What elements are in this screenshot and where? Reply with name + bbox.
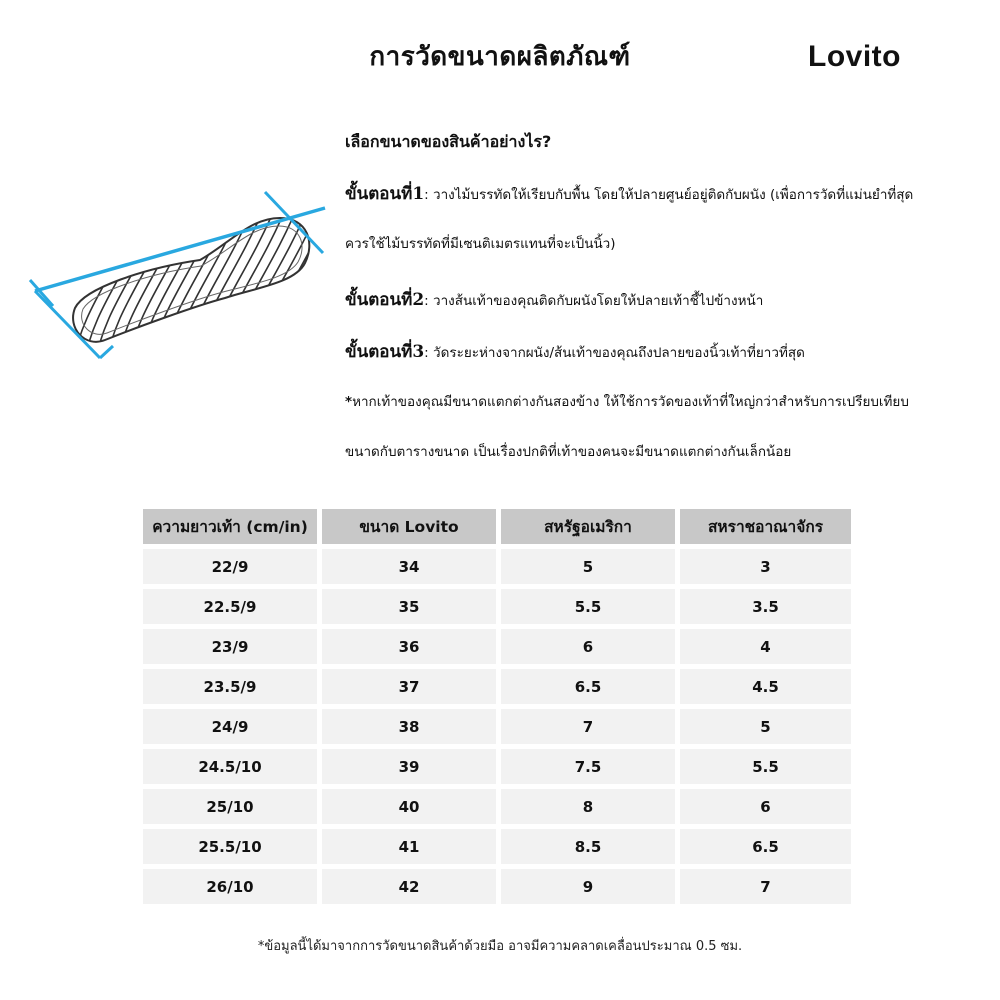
foot-length-cell: 24/9: [143, 709, 317, 744]
lovito-size-cell: 39: [322, 749, 496, 784]
note-text-cont: ขนาดกับตารางขนาด เป็นเรื่องปกติที่เท้าของคนจะมีขนาดแตกต่างกันเล็กน้อย: [345, 444, 792, 460]
header-uk-size: สหราชอาณาจักร: [680, 509, 851, 544]
header-lovito-size: ขนาด Lovito: [322, 509, 496, 544]
us-size-cell: 7: [501, 709, 675, 744]
foot-length-cell: 26/10: [143, 869, 317, 904]
page-title: การวัดขนาดผลิตภัณฑ์: [369, 42, 631, 72]
table-header-row: [143, 509, 856, 544]
foot-length-cell: 22.5/9: [143, 589, 317, 624]
table-row: [143, 669, 856, 704]
table-row: [143, 709, 856, 744]
uk-size-cell: 6.5: [680, 829, 851, 864]
us-size-cell: 6.5: [501, 669, 675, 704]
note-text: หากเท้าของคุณมีขนาดแตกต่างกันสองข้าง ให้ใช้การวัดของเท้าที่ใหญ่กว่าสำหรับการเปรียบเทียบ: [352, 394, 909, 410]
table-row: [143, 869, 856, 904]
table-body: [143, 549, 856, 904]
foot-length-cell: 25/10: [143, 789, 317, 824]
step-3-text: : วัดระยะห่างจากผนัง/ส้นเท้าของคุณถึงปลายของนิ้วเท้าที่ยาวที่สุด: [424, 345, 805, 361]
foot-length-cell: 23/9: [143, 629, 317, 664]
uk-size-cell: 6: [680, 789, 851, 824]
lovito-size-cell: 38: [322, 709, 496, 744]
step-3-label: ขั้นตอนที่3: [345, 342, 425, 362]
step-1-label: ขั้นตอนที่1: [345, 184, 425, 204]
uk-size-cell: 3: [680, 549, 851, 584]
insole-stripe: [304, 208, 335, 363]
step-1-text-cont: ควรใช้ไม้บรรทัดที่มีเซนติเมตรแทนที่จะเป็นนิ้ว): [345, 236, 616, 252]
us-size-cell: 6: [501, 629, 675, 664]
us-size-cell: 9: [501, 869, 675, 904]
uk-size-cell: 4.5: [680, 669, 851, 704]
us-size-cell: 7.5: [501, 749, 675, 784]
us-size-cell: 5.5: [501, 589, 675, 624]
step-1: [345, 180, 913, 207]
table-row: [143, 589, 856, 624]
us-size-cell: 8: [501, 789, 675, 824]
header-us-size: สหรัฐอเมริกา: [501, 509, 675, 544]
lovito-size-cell: 41: [322, 829, 496, 864]
lovito-size-cell: 42: [322, 869, 496, 904]
table-row: [143, 549, 856, 584]
step-3: [345, 338, 805, 365]
foot-length-cell: 25.5/10: [143, 829, 317, 864]
uk-size-cell: 5: [680, 709, 851, 744]
foot-length-cell: 23.5/9: [143, 669, 317, 704]
note: [345, 390, 909, 412]
brand-logo: Lovito: [808, 40, 901, 73]
note-star: *: [345, 394, 353, 410]
lovito-size-cell: 35: [322, 589, 496, 624]
step-2-label: ขั้นตอนที่2: [345, 290, 425, 310]
foot-length-cell: 22/9: [143, 549, 317, 584]
step-1-text: : วางไม้บรรทัดให้เรียบกับพื้น โดยให้ปลายศูนย์อยู่ติดกับผนัง (เพื่อการวัดที่แม่นยำที่สุด: [424, 187, 914, 203]
lovito-size-cell: 40: [322, 789, 496, 824]
us-size-cell: 5: [501, 549, 675, 584]
us-size-cell: 8.5: [501, 829, 675, 864]
uk-size-cell: 7: [680, 869, 851, 904]
table-row: [143, 749, 856, 784]
foot-length-cell: 24.5/10: [143, 749, 317, 784]
lovito-size-cell: 36: [322, 629, 496, 664]
step-2-text: : วางส้นเท้าของคุณติดกับผนังโดยให้ปลายเท้าชี้ไปข้างหน้า: [424, 293, 764, 309]
size-table: [143, 509, 856, 909]
lovito-size-cell: 34: [322, 549, 496, 584]
header-foot-length: ความยาวเท้า (cm/in): [143, 509, 317, 544]
foot-insole-icon: [25, 188, 335, 363]
uk-size-cell: 4: [680, 629, 851, 664]
question-heading: เลือกขนาดของสินค้าอย่างไร?: [345, 132, 552, 151]
step-2: [345, 286, 763, 313]
uk-size-cell: 5.5: [680, 749, 851, 784]
lovito-size-cell: 37: [322, 669, 496, 704]
table-row: [143, 629, 856, 664]
table-row: [143, 789, 856, 824]
table-row: [143, 829, 856, 864]
uk-size-cell: 3.5: [680, 589, 851, 624]
footnote: *ข้อมูลนี้ได้มาจากการวัดขนาดสินค้าด้วยมือ อาจมีความคลาดเคลื่อนประมาณ 0.5 ซม.: [257, 939, 743, 954]
